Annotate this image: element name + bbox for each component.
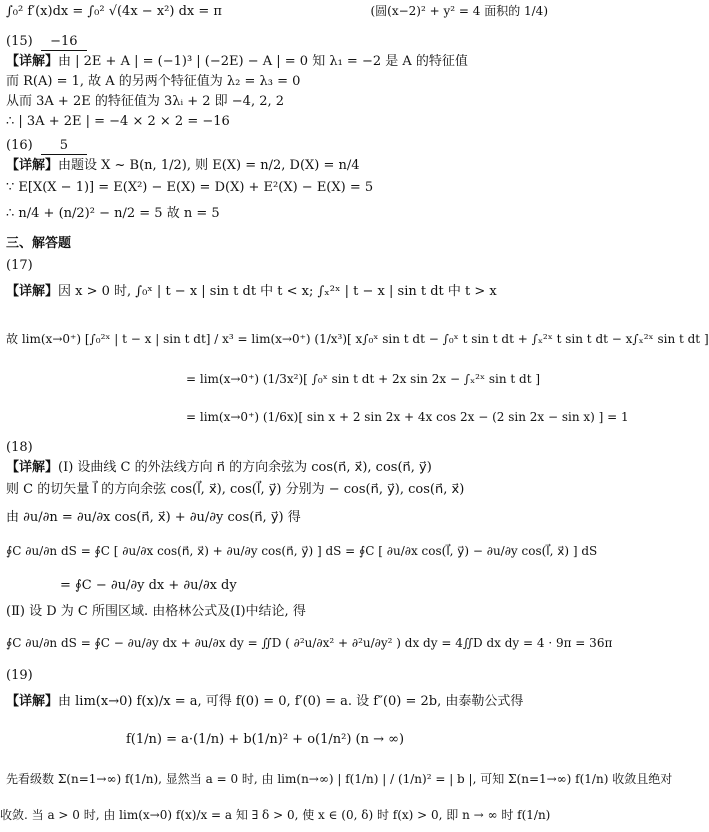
problem-19-line-4 <box>0 808 554 823</box>
problem-15-text-4: ∴ | 3A + 2E | = −4 × 2 × 2 = −16 <box>6 114 230 129</box>
problem-18-text-3: 由 ∂u/∂n = ∂u/∂x cos(n⃗, x⃗) + ∂u/∂y cos(n⃗, y⃗) 得 <box>6 510 301 525</box>
problem-17-limit-1: 故 lim(x→0⁺) [∫₀²ˣ | t − x | sin t dt] / x³ = lim(x→0⁺) (1/x³)[ x∫₀ˣ sin t dt − ∫₀ˣ t sin t dt + ∫ₓ²ˣ t sin t dt − x∫ₓ²ˣ sin t dt ] <box>6 332 709 346</box>
problem-18-text-5: = ∮C − ∂u/∂y dx + ∂u/∂x dy <box>60 578 237 593</box>
problem-17-limit-2: = lim(x→0⁺) (1/3x²)[ ∫₀ˣ sin t dt + 2x sin 2x − ∫ₓ²ˣ sin t dt ] <box>186 372 541 386</box>
problem-15-text-2: 而 R(A) = 1, 故 A 的另两个特征值为 λ₂ = λ₃ = 0 <box>6 74 301 89</box>
integral-equation-line <box>6 4 554 20</box>
detail-tag: 【详解】 <box>6 460 59 475</box>
circle-area-note: (圆(x−2)² + y² = 4 面积的 1/4) <box>370 4 548 18</box>
problem-16-line-2 <box>6 180 554 196</box>
problem-19-line-2 <box>126 732 554 748</box>
problem-15-line-2 <box>6 74 554 90</box>
problem-17-line-4 <box>186 410 629 425</box>
detail-tag: 【详解】 <box>6 158 59 173</box>
problem-15-header <box>6 34 554 51</box>
problem-16-line-1 <box>6 158 554 174</box>
problem-16-text-1: 由题设 X ~ B(n, 1/2), 则 E(X) = n/2, D(X) = n/4 <box>58 158 360 173</box>
integral-equation: ∫₀² f′(x)dx = ∫₀² √(4x − x²) dx = π <box>6 4 222 19</box>
problem-18-line-3 <box>6 510 554 526</box>
problem-17-limit-3: = lim(x→0⁺) (1/6x)[ sin x + 2 sin 2x + 4x cos 2x − (2 sin 2x − sin x) ] = 1 <box>186 410 629 424</box>
problem-17-text-1: 因 x > 0 时, ∫₀ˣ | t − x | sin t dt 中 t < x; ∫ₓ²ˣ | t − x | sin t dt 中 t > x <box>58 284 497 299</box>
problem-15-number: (15) <box>6 34 33 49</box>
problem-16-text-3: ∴ n/4 + (n/2)² − n/2 = 5 故 n = 5 <box>6 206 220 221</box>
problem-16-line-3 <box>6 206 554 222</box>
problem-18-text-6: (Ⅱ) 设 D 为 C 所围区域. 由格林公式及(Ⅰ)中结论, 得 <box>6 604 306 619</box>
problem-19-number: (19) <box>6 668 33 683</box>
problem-18-text-4: ∮C ∂u/∂n dS = ∮C [ ∂u/∂x cos(n⃗, x⃗) + ∂u/∂y cos(n⃗, y⃗) ] dS = ∮C [ ∂u/∂x cos(l⃗, y⃗) − ∂u/∂y cos(l⃗, x⃗) ] dS <box>6 544 598 558</box>
detail-tag: 【详解】 <box>6 284 59 299</box>
problem-18-line-6 <box>6 604 554 620</box>
problem-19-line-1 <box>6 694 554 710</box>
problem-19-text-1: 由 lim(x→0) f(x)/x = a, 可得 f(0) = 0, f′(0) = a. 设 f″(0) = 2b, 由泰勒公式得 <box>58 694 524 709</box>
problem-19-text-4: 收敛. 当 a > 0 时, 由 lim(x→0) f(x)/x = a 知 ∃ δ > 0, 使 x ∈ (0, δ) 时 f(x) > 0, 即 n → ∞ 时 f(1/n) <box>0 808 551 822</box>
problem-18-text-7: ∮C ∂u/∂n dS = ∮C − ∂u/∂y dx + ∂u/∂x dy = ∬D ( ∂²u/∂x² + ∂²u/∂y² ) dx dy = 4∬D dx dy = 4 · 9π = 36π <box>6 636 613 650</box>
problem-15-line-3 <box>6 94 554 110</box>
problem-19-header <box>6 668 554 684</box>
problem-15-line-4 <box>6 114 554 130</box>
problem-18-line-7 <box>6 636 613 651</box>
problem-18-text-2: 则 C 的切矢量 l⃗ 的方向余弦 cos(l⃗, x⃗), cos(l⃗, y⃗) 分别为 − cos(n⃗, y⃗), cos(n⃗, x⃗) <box>6 482 465 497</box>
problem-18-line-4 <box>6 544 598 559</box>
problem-17-line-3 <box>186 372 554 387</box>
problem-18-line-5 <box>60 578 554 594</box>
problem-18-line-1 <box>6 460 554 476</box>
problem-19-line-3 <box>6 772 673 787</box>
problem-16-text-2: ∵ E[X(X − 1)] = E(X²) − E(X) = D(X) + E²(X) − E(X) = 5 <box>6 180 374 195</box>
detail-tag: 【详解】 <box>6 694 59 709</box>
problem-17-number: (17) <box>6 258 33 273</box>
problem-15-text-3: 从而 3A + 2E 的特征值为 3λᵢ + 2 即 −4, 2, 2 <box>6 94 285 109</box>
problem-17-line-1 <box>6 284 554 300</box>
problem-16-answer: 5 <box>41 138 87 155</box>
problem-17-line-2 <box>6 332 709 347</box>
problem-15-answer: −16 <box>41 34 87 51</box>
problem-18-text-1: (Ⅰ) 设曲线 C 的外法线方向 n⃗ 的方向余弦为 cos(n⃗, x⃗), cos(n⃗, y⃗) <box>58 460 432 475</box>
problem-15-line-1 <box>6 54 554 70</box>
problem-19-text-3: 先看级数 Σ(n=1→∞) f(1/n), 显然当 a = 0 时, 由 lim(n→∞) | f(1/n) | / (1/n)² = | b |, 可知 Σ(n=1→∞) f(1/n) 收敛且绝对 <box>6 772 673 786</box>
problem-18-header <box>6 440 554 456</box>
problem-19-text-2: f(1/n) = a·(1/n) + b(1/n)² + o(1/n²) (n → ∞) <box>126 732 405 747</box>
problem-15-text-1: 由 | 2E + A | = (−1)³ | (−2E) − A | = 0 知 λ₁ = −2 是 A 的特征值 <box>58 54 468 69</box>
problem-17-header <box>6 258 554 274</box>
detail-tag: 【详解】 <box>6 54 59 69</box>
problem-16-header <box>6 138 554 155</box>
section-title: 三、解答题 <box>6 236 72 251</box>
problem-16-number: (16) <box>6 138 33 153</box>
problem-18-number: (18) <box>6 440 33 455</box>
problem-18-line-2 <box>6 482 554 498</box>
section-heading <box>6 236 554 252</box>
